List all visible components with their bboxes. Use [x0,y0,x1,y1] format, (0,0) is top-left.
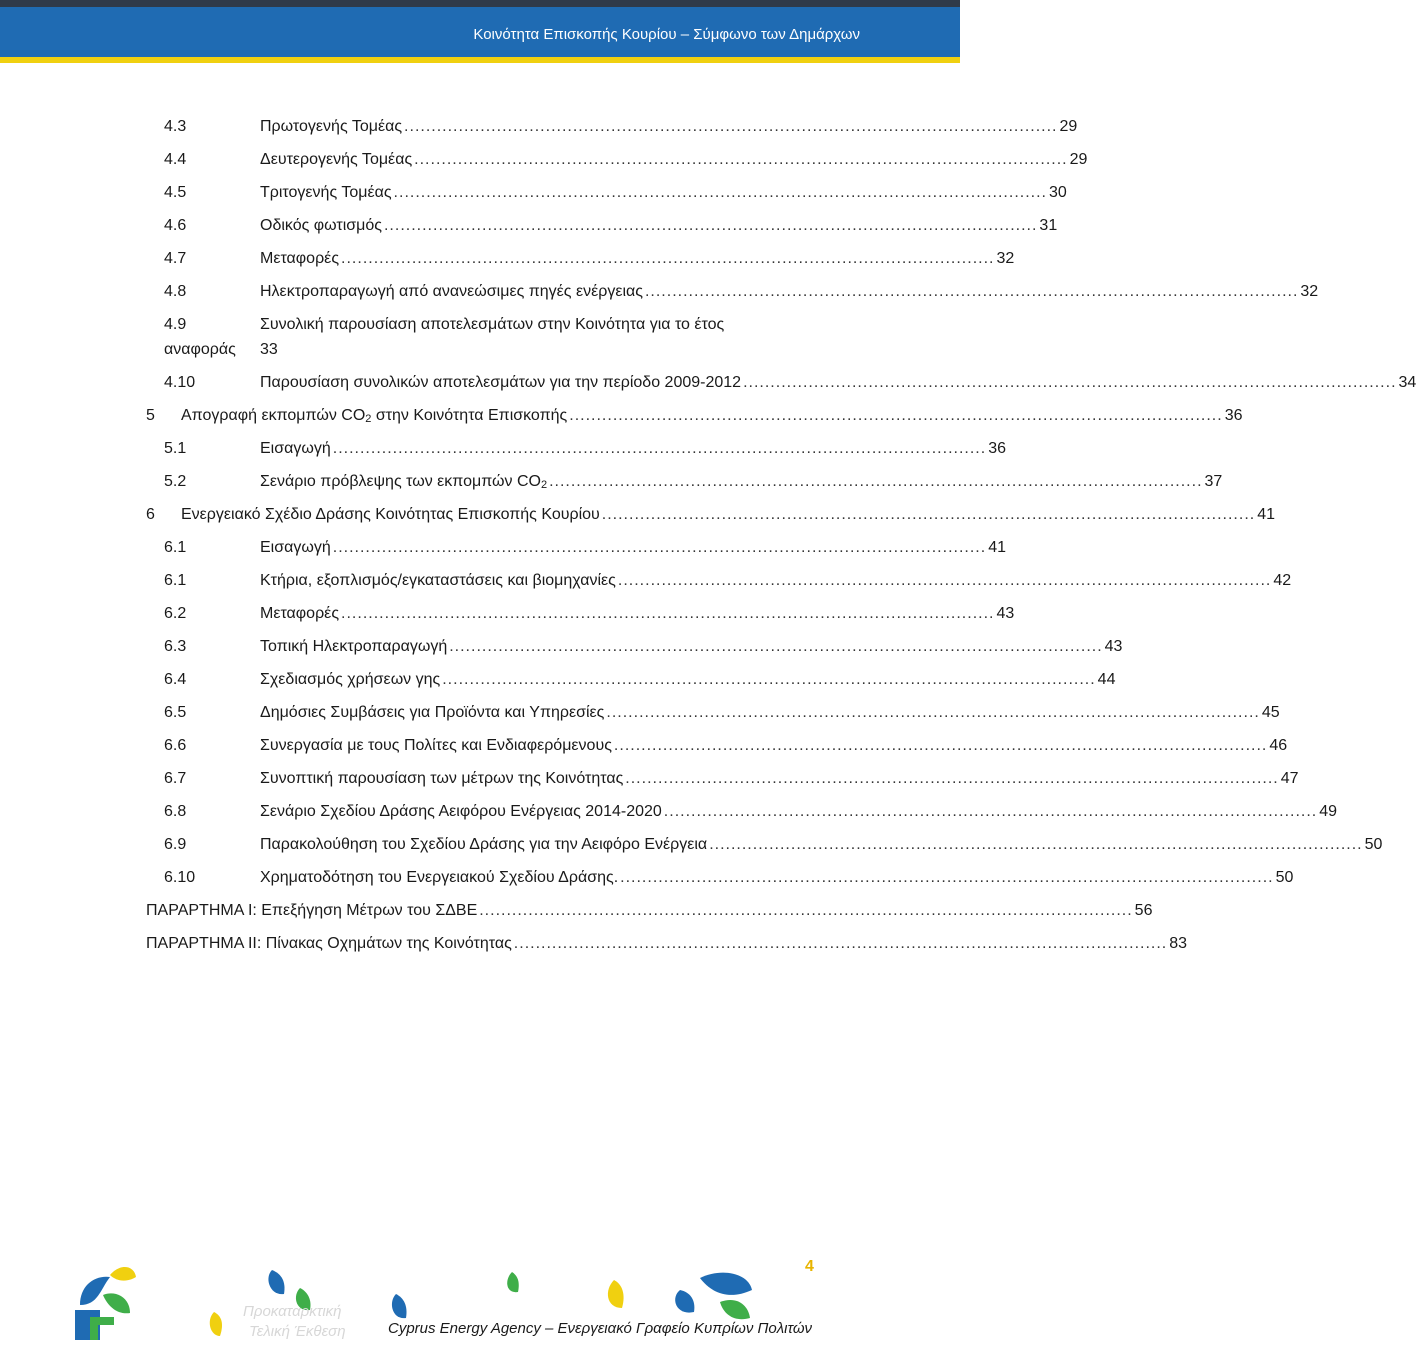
toc-page: 45 [1261,704,1280,721]
toc-page: 42 [1273,572,1292,589]
toc-number: 6.5 [164,704,187,721]
toc-title: Σενάριο Σχεδίου Δράσης Αειφόρου Ενέργειας 2014-2020 [260,803,662,820]
toc-entry[interactable] [0,795,1338,828]
toc-title: Μεταφορές [260,250,340,267]
toc-leader: ........................................................................................................................ [743,374,1397,391]
toc-entry[interactable] [0,531,1006,564]
toc-number: 4.10 [164,374,196,391]
toc-title: Τοπική Ηλεκτροπαραγωγή [260,638,448,655]
toc-leader: ........................................................................................................................ [332,440,987,457]
toc-number: 4.9 [164,316,187,333]
toc-entry[interactable] [0,366,1416,399]
toc-page: 83 [1169,935,1188,952]
toc-page: 36 [1224,407,1243,424]
toc-leader: ........................................................................................................................ [601,506,1256,523]
toc-title: Απογραφή εκπομπών $CO_2$ στην Κοινότητα Επισκοπής [181,407,568,425]
toc-title: Χρηματοδότηση του Ενεργειακού Σχεδίου Δράσης. [260,869,619,886]
leaf-yellow-2 [608,1280,624,1308]
toc-leader: ........................................................................................................................ [617,572,1272,589]
toc-entry[interactable] [0,663,1116,696]
toc-title: Ενεργειακό Σχέδιο Δράσης Κοινότητας Επισκοπής Κουρίου [181,506,600,523]
toc-page: 34 [1398,374,1416,391]
toc-leader: ........................................................................................................................ [479,902,1133,919]
toc-page: 43 [1104,638,1123,655]
toc-number: 6.7 [164,770,187,787]
toc-title: Πρωτογενής Τομέας [260,118,403,135]
toc-entry[interactable] [0,399,1243,432]
toc-entry[interactable] [0,861,1294,894]
toc-page: 29 [1059,118,1078,135]
toc-leader: ........................................................................................................................ [606,704,1260,721]
toc-number: 5.2 [164,473,187,490]
toc-title: Σενάριο πρόβλεψης των εκπομπών $CO_2$ [260,473,548,491]
toc-entry[interactable] [0,176,1067,209]
toc-number: 4.8 [164,283,187,300]
logo-block-green [90,1317,114,1340]
toc-title-continued: αναφοράς [164,341,236,358]
toc-title: ΠΑΡΑΡΤΗΜΑ Ι: Επεξήγηση Μέτρων του ΣΔΒΕ [146,902,478,919]
toc-number: 6.1 [164,539,187,556]
page-number: 4 [805,1258,814,1275]
toc-number: 4.5 [164,184,187,201]
toc-title: Εισαγωγή [260,440,331,457]
toc-leader: ........................................................................................................................ [644,283,1299,300]
toc-title: Οδικός φωτισμός [260,217,382,234]
toc-title: Σχεδιασμός χρήσεων γης [260,671,441,688]
toc-number: 6.8 [164,803,187,820]
toc-title: ΠΑΡΑΡΤΗΜΑ ΙΙ: Πίνακας Οχημάτων της Κοινότητας [146,935,512,952]
toc-leader: ........................................................................................................................ [341,250,995,267]
toc-leader: ........................................................................................................................ [663,803,1318,820]
toc-leader: ........................................................................................................................ [404,118,1058,135]
toc-number: 4.6 [164,217,187,234]
logo-leaf-green [103,1293,130,1313]
toc-entry[interactable] [0,465,1223,498]
toc-leader: ........................................................................................................................ [442,671,1096,688]
logo-leaf-blue [80,1277,110,1305]
toc-page: 46 [1269,737,1288,754]
toc-entry[interactable] [0,894,1153,927]
header-title: Κοινότητα Επισκοπής Κουρίου – Σύμφωνο των Δημάρχων [473,25,860,43]
toc-title: Δευτερογενής Τομέας [260,151,413,168]
toc-number: 4.3 [164,118,187,135]
toc-entry[interactable] [0,597,1015,630]
toc-leader: ........................................................................................................................ [620,869,1274,886]
toc-number: 6.3 [164,638,187,655]
leaf-blue-2 [392,1294,407,1318]
toc-entry[interactable] [0,498,1275,531]
toc-number: 4.4 [164,151,187,168]
leaf-blue-4 [700,1273,752,1295]
toc-entry[interactable] [0,275,1319,308]
toc-leader: ........................................................................................................................ [449,638,1103,655]
toc-page: 32 [1300,283,1319,300]
toc-leader: ........................................................................................................................ [341,605,995,622]
logo-leaf-yellow [110,1267,136,1281]
toc-leader: ........................................................................................................................ [709,836,1363,853]
covenant-logo [70,1255,140,1345]
toc-title: Συνοπτική παρουσίαση των μέτρων της Κοινότητας [260,770,624,787]
toc-number: 6 [146,506,155,523]
toc-entry[interactable] [0,696,1280,729]
toc-entry[interactable] [0,308,960,366]
toc-page: 41 [988,539,1006,556]
toc-title: Συνολική παρουσίαση αποτελεσμάτων στην Κοινότητα για το έτος [260,316,725,333]
toc-title: Δημόσιες Συμβάσεις για Προϊόντα και Υπηρεσίες [260,704,605,721]
toc-entry[interactable] [0,110,1078,143]
toc-number: 4.7 [164,250,187,267]
toc-page: 31 [1039,217,1058,234]
toc-page: 43 [996,605,1015,622]
toc-title: Μεταφορές [260,605,340,622]
toc-title: Τριτογενής Τομέας [260,184,392,201]
toc-number: 6.1 [164,572,187,589]
toc-title: Κτήρια, εξοπλισμός/εγκαταστάσεις και βιομηχανίες [260,572,616,589]
leaf-blue-1 [268,1270,284,1294]
toc-entry[interactable] [0,432,1006,465]
toc-page: 33 [260,341,278,358]
toc-entry[interactable] [0,630,1123,663]
toc-page: 37 [1204,473,1223,490]
toc-page: 36 [988,440,1006,457]
toc-number: 5 [146,407,155,424]
footer-agency: Cyprus Energy Agency – Ενεργειακό Γραφείο Κυπρίων Πολιτών [388,1320,813,1337]
toc-entry[interactable] [0,209,1058,242]
toc-page: 41 [1257,506,1275,523]
page-header [0,7,960,57]
toc-entry[interactable] [0,143,1088,176]
toc-page: 56 [1134,902,1153,919]
toc-title: Συνεργασία με τους Πολίτες και Ενδιαφερόμενους [260,737,612,754]
toc-entry[interactable] [0,242,1015,275]
toc-title: Ηλεκτροπαραγωγή από ανανεώσιμες πηγές ενέργειας [260,283,643,300]
leaf-blue-3 [675,1290,694,1313]
toc-page: 50 [1275,869,1294,886]
toc-title: Παρακολούθηση του Σχεδίου Δράσης για την Αειφόρο Ενέργεια [260,836,708,853]
toc-leader: ........................................................................................................................ [393,184,1047,201]
draft-watermark [243,1302,346,1342]
toc-page: 47 [1280,770,1299,787]
toc-leader: ........................................................................................................................ [513,935,1168,952]
draft-line-2: Τελική Έκθεση [249,1323,346,1340]
toc-leader: ........................................................................................................................ [625,770,1279,787]
header-stripe [0,57,960,63]
toc-entry[interactable] [0,927,1188,960]
toc-page: 29 [1069,151,1088,168]
leaf-green-3 [720,1300,750,1319]
toc-leader: ........................................................................................................................ [549,473,1203,490]
toc-page: 50 [1364,836,1383,853]
toc-page: 32 [996,250,1015,267]
toc-number: 6.6 [164,737,187,754]
leaf-yellow-1 [210,1312,222,1336]
toc-page: 49 [1319,803,1338,820]
toc-title: Εισαγωγή [260,539,331,556]
toc-page: 44 [1097,671,1116,688]
toc-leader: ........................................................................................................................ [569,407,1223,424]
toc-leader: ........................................................................................................................ [414,151,1068,168]
toc-entry[interactable] [0,828,1383,861]
toc-leader: ........................................................................................................................ [332,539,987,556]
leaf-green-2 [507,1272,519,1292]
toc-page: 30 [1048,184,1067,201]
toc-entry[interactable] [0,564,1292,597]
toc-number: 6.2 [164,605,187,622]
toc-entry[interactable] [0,729,1288,762]
toc-leader: ........................................................................................................................ [383,217,1038,234]
toc-number: 6.9 [164,836,187,853]
draft-line-1: Προκαταρκτική [243,1303,342,1320]
toc-entry[interactable] [0,762,1299,795]
toc-number: 5.1 [164,440,187,457]
toc-number: 6.10 [164,869,196,886]
toc-title: Παρουσίαση συνολικών αποτελεσμάτων για την περίοδο 2009-2012 [260,374,742,391]
toc-leader: ........................................................................................................................ [613,737,1268,754]
toc-number: 6.4 [164,671,187,688]
header-top-line [0,0,960,7]
